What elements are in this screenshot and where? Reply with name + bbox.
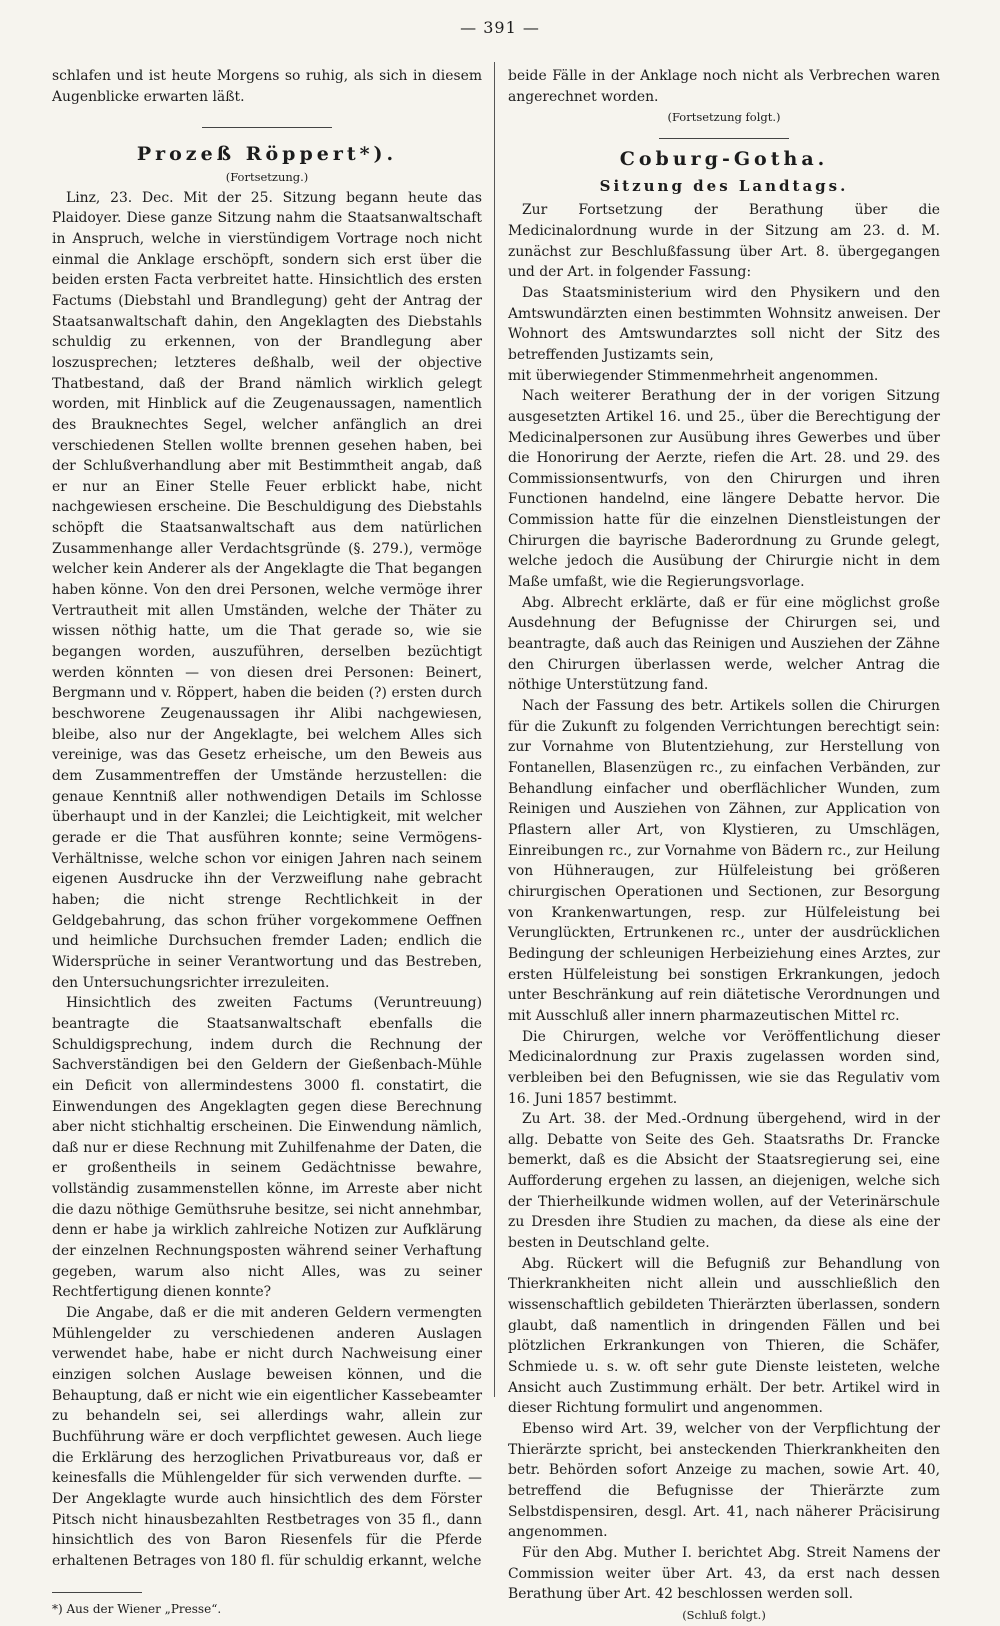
article-paragraph: Linz, 23. Dec. Mit der 25. Sitzung begann heute das Plaidoyer. Diese ganze Sitzung nahm die Staatsanwaltschaft in Anspruch, welche in vierstündigem Vortrage noch nicht einmal die Anklage erschöpft, sondern sich erst über die beiden ersten Facta verbreitet hatte. Hinsichtlich des ersten Factums (Diebstahl und Brandlegung) geht der Antrag der Staatsanwaltschaft dahin, den Angeklagten des Diebstahls schuldig zu erkennen, von der Brandlegung aber loszusprechen; letzteres deßhalb, weil der objective Thatbestand, daß der Brand nämlich wirklich gelegt worden, mit Hinblick auf die Zeugenaussagen, namentlich des Brauknechtes Segel, welcher anfänglich an drei verschiedenen Stellen wollte brennen gesehen haben, bei der Schlußverhandlung aber mit Bestimmtheit angab, daß er nur an Einer Stelle Feuer erblickt habe, nicht nachgewiesen erscheine. Die Beschuldigung des Diebstahls schöpft die Staatsanwaltschaft aus dem natürlichen Zusammenhange aller Verdachtsgründe (§. 279.), vermöge welcher kein Anderer als der Angeklagte die That begangen haben könne. Von den drei Personen, welche vermöge ihrer Vertrautheit mit allen Umständen, welche der Thäter zu wissen nöthig hatte, um die That gerade so, wie sie begangen worden, auszuführen, derselben bezüchtigt werden könnten — von diesen drei Personen: Beinert, Bergmann und v. Röppert, haben die beiden (?) ersten durch beschworene Zeugenaussagen ihr Alibi nachgewiesen, bleibe, also nur der Angeklagte, bei welchem Alles sich vereinige, was das Gesetz erheische, um den Beweis aus dem Zusammentreffen der Umstände herzustellen: die genaue Kenntniß aller nothwendigen Details im Schlosse überhaupt und in der Kanzlei; die Leichtigkeit, mit welcher gerade er die That ausführen konnte; seine Vermögens-Verhältnisse, welche schon vor einigen Jahren nach seinem eigenen Ausdrucke ihn der Verzweiflung nahe gebracht haben; die nicht strenge Rechtlichkeit in der Geldgebahrung, das schon früher vorgekommene Oeffnen und heimliche Durchsuchen fremder Laden; endlich die Widersprüche in seiner Verantwortung und das Bestreben, den Untersuchungsrichter irrezuleiten.: [52, 189, 482, 991]
article-paragraph: Die Chirurgen, welche vor Veröffentlichung dieser Medicinalordnung zur Praxis zugelassen worden sind, verbleiben bei den Befugnissen, wie sie das Regulativ vom 16. Juni 1857 bestimmt.: [508, 1028, 940, 1107]
article-paragraph: Nach weiterer Berathung der in der vorigen Sitzung ausgesetzten Artikel 16. und 25., über die Berechtigung der Medicinalpersonen zur Ausübung ihres Gewerbes und über die Honorirung der Aerzte, riefen die Art. 28. und 29. des Commissionsentwurfs, von den Chirurgen und ihren Functionen handelnd, eine längere Debatte hervor. Die Commission hatte für die einzelnen Dienstleistungen der Chirurgen die bayrische Baderordnung zu Grunde gelegt, welche jedoch die Ausübung der Chirurgie nicht in dem Maße umfaßt, wie die Regierungsvorlage.: [508, 388, 940, 591]
left-intro-text: schlafen und ist heute Morgens so ruhig, als sich in diesem Augenblicke erwarten läßt.: [52, 68, 482, 105]
section-divider: [659, 138, 789, 139]
article-paragraph: Für den Abg. Muther I. berichtet Abg. Streit Namens der Commission weiter über Art. 43, da erst nach dessen Berathung über Art. 42 beschlossen werden soll.: [508, 1544, 940, 1603]
article-paragraph: Ebenso wird Art. 39, welcher von der Verpflichtung der Thierärzte spricht, bei ansteckenden Thierkrankheiten den betr. Behörden sofort Anzeige zu machen, sowie Art. 40, betreffend die Befugnisse der Thierärzte zum Selbstdispensiren, desgl. Art. 41, nach näherer Präcisirung angenommen.: [508, 1421, 940, 1541]
footnote: *) Aus der Wiener „Presse“.: [52, 1601, 222, 1616]
article-subheading: Sitzung des Landtags.: [599, 176, 849, 195]
article-paragraph: Hinsichtlich des zweiten Factums (Veruntreuung) beantragte die Staatsanwaltschaft ebenfalls die Schuldigsprechung, indem durch die Rechnung der Sachverständigen bei den Geldern der Gießenbach-Mühle ein Deficit von allermindestens 3000 fl. constatirt, die Einwendungen des Angeklagten gegen diese Berechnung aber nicht stichhaltig erscheinen. Die Einwendung nämlich, daß nur er diese Rechnung mit Zuhilfenahme der Daten, die er großentheils in seinem Gedächtnisse bewahre, vollständig zusammenstellen könne, im Arreste aber nicht die dazu nöthige Gemüthsruhe besitze, sei nicht annehmbar, denn er habe ja wirklich zahlreiche Notizen zur Aufklärung der einzelnen Rechnungsposten während seiner Verhaftung gegeben, warum also nicht Alles, was zu seiner Rechtfertigung dienen konnte?: [52, 995, 482, 1301]
right-column: [508, 66, 940, 1626]
article-heading-coburg: Coburg-Gotha.: [619, 147, 829, 170]
footnote-divider: [52, 1592, 142, 1593]
article-paragraph: Zu Art. 38. der Med.-Ordnung übergehend, wird in der allg. Debatte von Seite des Geh. Staatsraths Dr. Francke bemerkt, daß es die Absicht der Staatsregierung sei, eine Aufforderung ergehen zu lassen, an diejenigen, welche sich der Thierheilkunde widmen wollen, auf der Veterinärschule zu Dresden ihre Studien zu machen, da diese als eine der besten in Deutschland gelte.: [508, 1111, 940, 1252]
section-divider: [202, 127, 332, 128]
article-paragraph: Nach der Fassung des betr. Artikels sollen die Chirurgen für die Zukunft zu folgenden Verrichtungen berechtigt sein: zur Vornahme von Blutentziehung, zur Herstellung von Fontanellen, Blasenzügen rc., zu einfachen Verbänden, zur Behandlung einfacher und oberflächlicher Wunden, zum Reinigen und Ausziehen von Zähnen, zur Application von Pflastern aller Art, von Klystieren, zu Umschlägen, Einreibungen rc., zur Vornahme von Bädern rc., zur Heilung von Hühneraugen, zur Hülfeleistung bei größeren chirurgischen Operationen und Sectionen, zur Besorgung von Krankenwartungen, resp. zur Hülfeleistung bei Verunglückten, Ertrunkenen rc., unter der ausdrücklichen Bedingung der schleunigen Herbeiziehung eines Arztes, zur ersten Hülfeleistung bei sonstigen Erkrankungen, jedoch unter Beschränkung auf rein diätetische Verordnungen und mit Ausschluß aller innern pharmazeutischen Mittel rc.: [508, 698, 940, 1024]
quoted-article-text: Das Staatsministerium wird den Physikern und den Amtswundärzten einen bestimmten Wohnsitz anweisen. Der Wohnort des Amtswundarztes soll nicht der Sitz des betreffenden Justizamts sein,: [508, 284, 940, 363]
article-paragraph: Die Angabe, daß er die mit anderen Geldern vermengten Mühlengelder zu verschiedenen anderen Auslagen verwendet habe, habe er nicht durch Nachweisung einer einzigen solchen Auslage beweisen können, und die Behauptung, daß er nicht wie ein eigentlicher Kassebeamter zu behandeln sei, sei allerdings wahr, allein zur Buchführung wäre er doch verpflichtet gewesen. Auch liege die Erklärung des herzoglichen Privatbureaus vor, daß er keinesfalls die Mühlengelder für sich verwenden durfte. — Der Angeklagte wurde auch hinsichtlich des dem Förster Pitsch nicht hinausbezahlten Restbetrages von 35 fl., dann hinsichtlich des von Baron Riesenfels für die Pferde erhaltenen Betrages von 180 fl. für schuldig erkannt, welche: [52, 1305, 482, 1569]
page-number: — 391 —: [460, 18, 540, 37]
right-intro-text: beide Fälle in der Anklage noch nicht als Verbrechen waren angerechnet worden.: [508, 68, 940, 105]
article-paragraph: mit überwiegender Stimmenmehrheit angenommen.: [508, 367, 879, 384]
conclusion-label: (Schluß folgt.): [682, 1607, 766, 1622]
article-paragraph: Zur Fortsetzung der Berathung über die Medicinalordnung wurde in der Sitzung am 23. d. M. zunächst zur Beschlußfassung über Art. 8. übergegangen und der Art. in folgender Fassung:: [508, 202, 940, 281]
column-divider: [494, 62, 495, 1397]
continued-label: (Fortsetzung.): [225, 169, 309, 184]
left-column: [52, 66, 482, 1619]
article-paragraph: Abg. Albrecht erklärte, daß er für eine möglichst große Ausdehnung der Befugnisse der Chirurgen sei, und beantragte, daß auch das Reinigen und Ausziehen der Zähne den Chirurgen überlassen werde, welcher Antrag die nöthige Unterstützung fand.: [508, 594, 940, 694]
article-paragraph: Abg. Rückert will die Befugniß zur Behandlung von Thierkrankheiten nicht allein und ausschließlich den wissenschaftlich gebildeten Thierärzten überlassen, sondern glaubt, daß namentlich in dringenden Fällen und bei plötzlichen Erkrankungen von Thieren, die Schäfer, Schmiede u. s. w. oft sehr gute Dienste leisteten, welche Ansicht auch Zustimmung erhält. Der betr. Artikel wird in dieser Richtung formulirt und angenommen.: [508, 1255, 940, 1417]
article-heading-roeppert: Prozeß Röppert*).: [136, 143, 398, 166]
continued-label-right: (Fortsetzung folgt.): [667, 110, 781, 125]
